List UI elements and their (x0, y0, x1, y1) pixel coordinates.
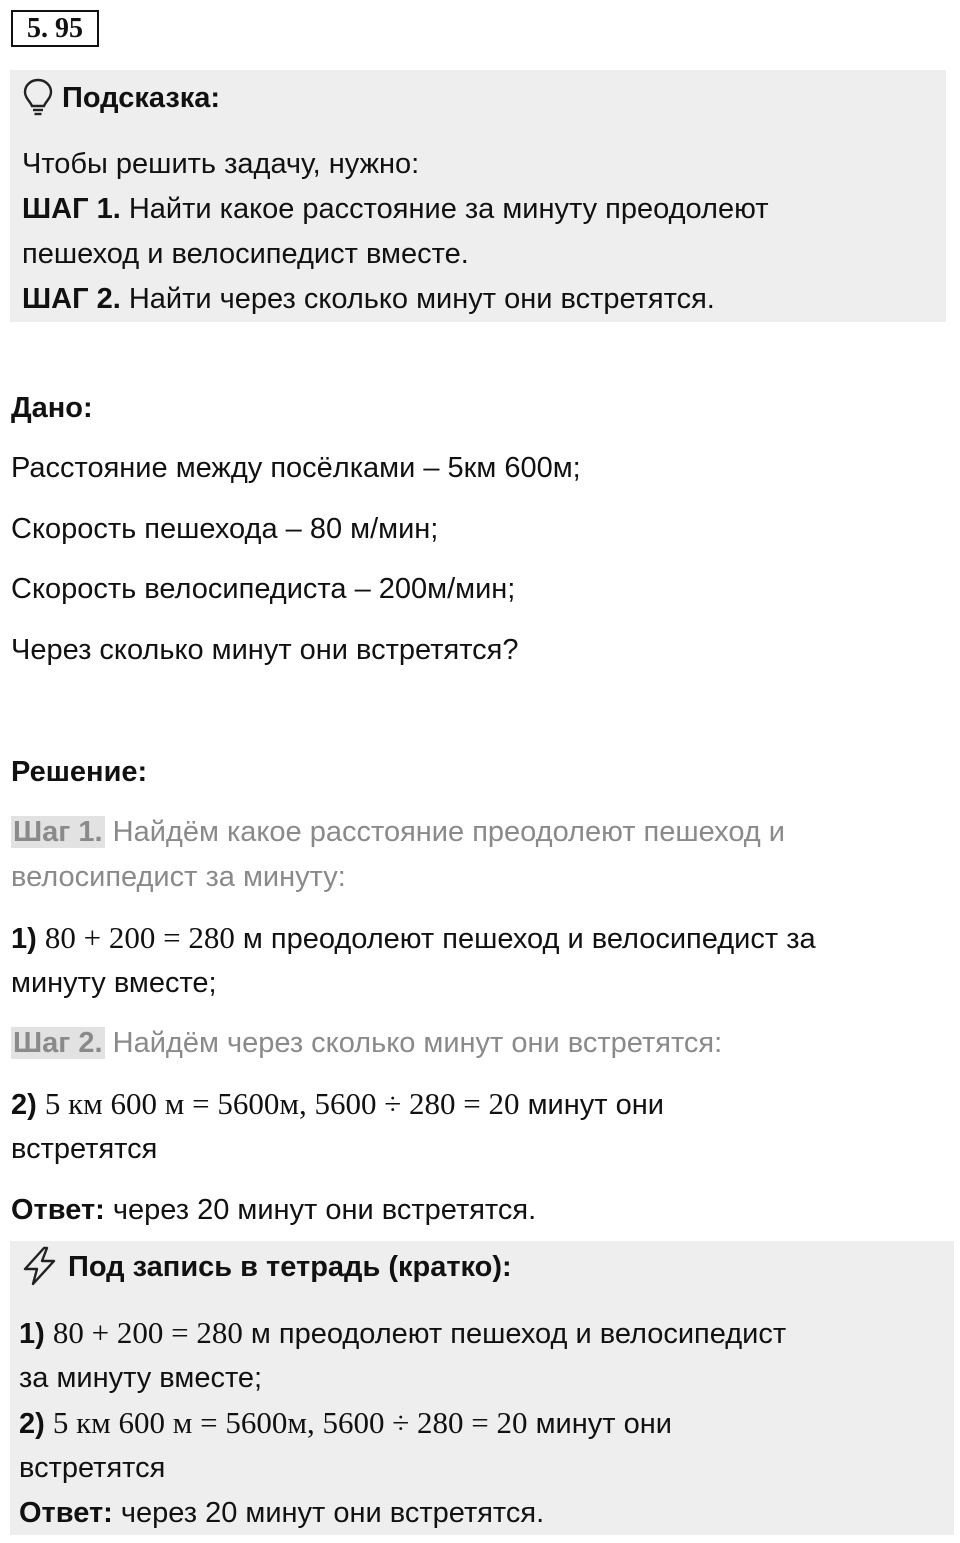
solution-calc2-cont: встретятся (11, 1133, 158, 1165)
solution-answer (11, 1188, 536, 1232)
calc1-formula: 80 + 200 = 280 (44, 920, 235, 955)
notebook-answer (19, 1491, 544, 1535)
solution-step1-text: Найдём какое расстояние преодолеют пешеход и (104, 816, 785, 848)
hint-step2-label: ШАГ 2. (22, 283, 121, 315)
given-item: Расстояние между посёлками – 5км 600м; (11, 452, 581, 484)
notebook-calc1-cont: за минуту вместе; (19, 1362, 263, 1394)
solution-step1-label: Шаг 1. (13, 816, 103, 848)
problem-number: 5. 95 (11, 10, 99, 47)
note-calc2-text: минут они (527, 1408, 672, 1440)
hint-step1 (22, 187, 768, 231)
solution-step2 (11, 1021, 722, 1065)
note-calc1-text: м преодолеют пешеход и велосипедист (242, 1318, 787, 1350)
notebook-header (20, 1245, 512, 1289)
calc2-text: минут они (519, 1089, 664, 1121)
given-item: Через сколько минут они встретятся? (11, 634, 519, 666)
solution-calc1-cont: минуту вместе; (11, 967, 217, 999)
note-calc2-number: 2) (19, 1408, 45, 1440)
calc2-formula: 5 км 600 м = 5600м, 5600 ÷ 280 = 20 (44, 1086, 520, 1121)
given-title: Дано: (11, 392, 93, 424)
answer-text: через 20 минут они встретятся. (104, 1194, 537, 1226)
lightning-icon (20, 1245, 60, 1287)
hint-header (22, 76, 220, 120)
solution-step2-label: Шаг 2. (13, 1027, 103, 1059)
solution-calc1 (11, 916, 816, 961)
calc1-text: м преодолеют пешеход и велосипедист за (234, 923, 816, 955)
hint-step1-cont: пешеход и велосипедист вместе. (22, 238, 469, 270)
given-item: Скорость пешехода – 80 м/мин; (11, 513, 439, 545)
solution-step1 (11, 810, 785, 854)
hint-step1-text: Найти какое расстояние за минуту преодолеют (120, 193, 769, 225)
note-calc1-formula: 80 + 200 = 280 (52, 1315, 243, 1350)
note-calc1-number: 1) (19, 1318, 45, 1350)
answer-label: Ответ: (11, 1194, 105, 1226)
hint-step2 (22, 277, 715, 321)
notebook-calc1 (19, 1311, 786, 1356)
given-item: Скорость велосипедиста – 200м/мин; (11, 573, 516, 605)
note-calc2-formula: 5 км 600 м = 5600м, 5600 ÷ 280 = 20 (52, 1405, 528, 1440)
notebook-title: Под запись в тетрадь (кратко): (68, 1251, 512, 1283)
solution-step2-text: Найдём через сколько минут они встретятся: (104, 1027, 723, 1059)
note-answer-label: Ответ: (19, 1497, 113, 1529)
hint-step1-label: ШАГ 1. (22, 193, 121, 225)
solution-title: Решение: (11, 756, 148, 788)
calc1-number: 1) (11, 923, 37, 955)
hint-title: Подсказка: (62, 82, 221, 114)
notebook-calc2 (19, 1401, 672, 1446)
hint-step2-text: Найти через сколько минут они встретятся. (120, 283, 715, 315)
solution-calc2 (11, 1082, 664, 1127)
note-answer-text: через 20 минут они встретятся. (112, 1497, 545, 1529)
calc2-number: 2) (11, 1089, 37, 1121)
solution-step1-cont: велосипедист за минуту: (11, 861, 346, 893)
notebook-calc2-cont: встретятся (19, 1452, 166, 1484)
lightbulb-icon (22, 77, 54, 117)
hint-intro: Чтобы решить задачу, нужно: (22, 148, 420, 180)
